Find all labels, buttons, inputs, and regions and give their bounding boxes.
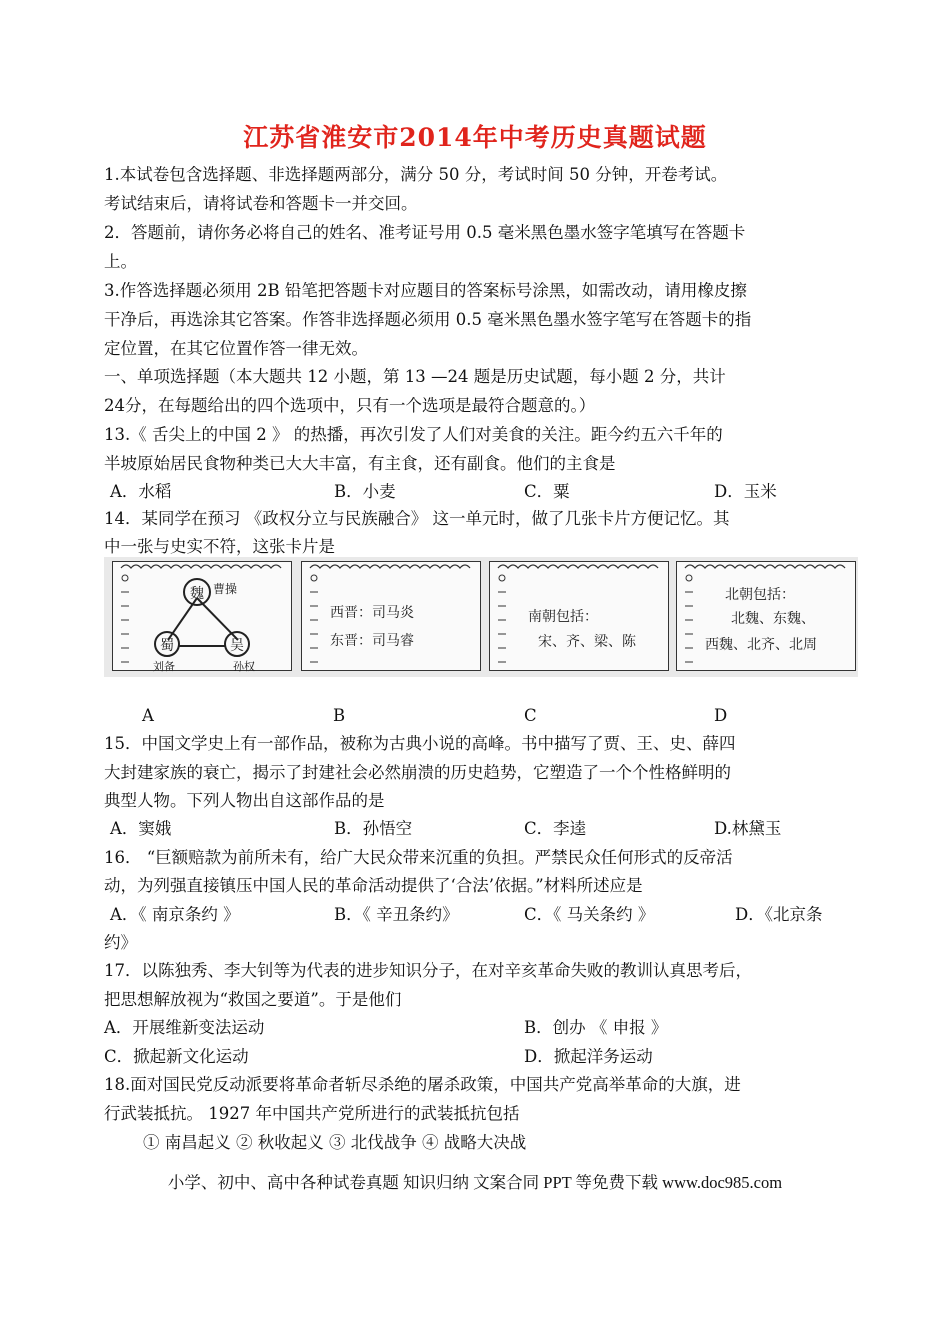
card-a-wu: 吴 [230, 638, 244, 654]
question-13-stem: 半坡原始居民食物种类已大大丰富，有主食，还有副食。他们的主食是 [104, 454, 616, 473]
instruction-line: 2．答题前，请你务必将自己的姓名、准考证号用 0.5 毫米黑色墨水签字笔填写在答题卡 [104, 223, 746, 242]
card-a-wei-note: 曹操 [213, 582, 238, 596]
q16-option-d: D．《北京条 [735, 905, 823, 924]
q13-option-a: A．水稻 [110, 482, 172, 501]
q16-option-c: C．《 马关条约 》 [524, 905, 655, 924]
q17-option-a: A．开展维新变法运动 [104, 1018, 265, 1037]
question-15-stem: 15．中国文学史上有一部作品，被称为古典小说的高峰。书中描写了贾、王、史、薛四 [104, 734, 736, 753]
section-heading: 24分，在每题给出的四个选项中，只有一个选项是最符合题意的。） [104, 396, 596, 415]
question-13-stem: 13.《 舌尖上的中国 2 》 的热播，再次引发了人们对美食的关注。距今约五六千年的 [104, 425, 723, 444]
section-heading: 一、单项选择题（本大题共 12 小题，第 13 —24 题是历史试题，每小题 2 分，共计 [104, 367, 726, 386]
q16-option-d-wrap: 约》 [104, 933, 137, 952]
card-label-d: D [714, 706, 728, 725]
card-label-c: C [524, 706, 537, 725]
question-16-stem: 动，为列强直接镇压中国人民的革命活动提供了‘合法’依据。”材料所述应是 [104, 876, 643, 895]
card-a-wu-note: 孙权 [233, 660, 255, 673]
card-b [301, 561, 481, 671]
page-title: 江苏省淮安市2014年中考历史真题试题 [243, 123, 707, 152]
footer-download-note: 小学、初中、高中各种试卷真题 知识归纳 文案合同 PPT 等免费下载 www.doc985.com [167, 1173, 783, 1192]
instruction-line: 3.作答选择题必须用 2B 铅笔把答题卡对应题目的答案标号涂黑，如需改动，请用橡皮擦 [104, 281, 747, 300]
q15-option-c: C．李逵 [524, 819, 587, 838]
card-c-line2: 宋、齐、梁、陈 [538, 634, 636, 650]
card-c [489, 561, 669, 671]
card-a-drawing [113, 562, 293, 672]
q15-option-d: D.林黛玉 [714, 819, 782, 838]
card-a-shu-note: 刘备 [153, 660, 175, 673]
card-a-shu: 蜀 [160, 638, 174, 654]
q14-cards-image [104, 557, 858, 677]
q16-option-b: B．《 辛丑条约》 [334, 905, 459, 924]
card-b-line1: 西晋：司马炎 [330, 605, 414, 621]
q15-option-a: A．窦娥 [110, 819, 172, 838]
card-a-wei: 魏 [190, 586, 204, 602]
q16-option-a: A．《 南京条约 》 [110, 905, 240, 924]
card-d-line2: 北魏、东魏、 [731, 611, 815, 627]
card-d [676, 561, 856, 671]
question-14-stem: 14．某同学在预习 《政权分立与民族融合》 这一单元时，做了几张卡片方便记忆。其 [104, 509, 730, 528]
question-17-stem: 17．以陈独秀、李大钊等为代表的进步知识分子，在对辛亥革命失败的教训认真思考后， [104, 961, 752, 980]
instruction-line: 考试结束后，请将试卷和答题卡一并交回。 [104, 194, 418, 213]
q15-option-b: B．孙悟空 [334, 819, 413, 838]
question-17-stem: 把思想解放视为“救国之要道”。于是他们 [104, 990, 402, 1009]
question-15-stem: 典型人物。下列人物出自这部作品的是 [104, 791, 385, 810]
q17-option-d: D．掀起洋务运动 [524, 1047, 653, 1066]
q13-option-d: D．玉米 [714, 482, 777, 501]
instruction-line: 定位置，在其它位置作答一律无效。 [104, 339, 368, 358]
card-b-line2: 东晋：司马睿 [330, 633, 414, 649]
question-16-stem: 16． “巨额赔款为前所未有，给广大民众带来沉重的负担。严禁民众任何形式的反帝活 [104, 848, 733, 867]
question-14-stem: 中一张与史实不符，这张卡片是 [104, 537, 335, 556]
card-d-line3: 西魏、北齐、北周 [705, 637, 817, 653]
question-18-stem: 行武装抵抗。 1927 年中国共产党所进行的武装抵抗包括 [104, 1104, 520, 1123]
q17-option-b: B．创办 《 申报 》 [524, 1018, 668, 1037]
question-15-stem: 大封建家族的衰亡，揭示了封建社会必然崩溃的历史趋势，它塑造了一个个性格鲜明的 [104, 763, 731, 782]
card-label-a: A [142, 706, 154, 725]
card-d-line1: 北朝包括： [725, 587, 795, 603]
instruction-line: 1.本试卷包含选择题、非选择题两部分，满分 50 分，考试时间 50 分钟，开卷考试。 [104, 165, 728, 184]
q13-option-c: C．粟 [524, 482, 570, 501]
instruction-line: 干净后，再选涂其它答案。作答非选择题必须用 0.5 毫米黑色墨水签字笔写在答题卡的指 [104, 310, 752, 329]
card-label-b: B [333, 706, 346, 725]
q17-option-c: C．掀起新文化运动 [104, 1047, 249, 1066]
card-c-line1: 南朝包括： [528, 609, 598, 625]
q13-option-b: B．小麦 [334, 482, 396, 501]
question-18-stem: 18.面对国民党反动派要将革命者斩尽杀绝的屠杀政策，中国共产党高举革命的大旗，进 [104, 1075, 741, 1094]
q18-items: ① 南昌起义 ② 秋收起义 ③ 北伐战争 ④ 战略大决战 [143, 1133, 527, 1152]
card-a [112, 561, 292, 671]
instruction-line: 上。 [104, 252, 137, 271]
